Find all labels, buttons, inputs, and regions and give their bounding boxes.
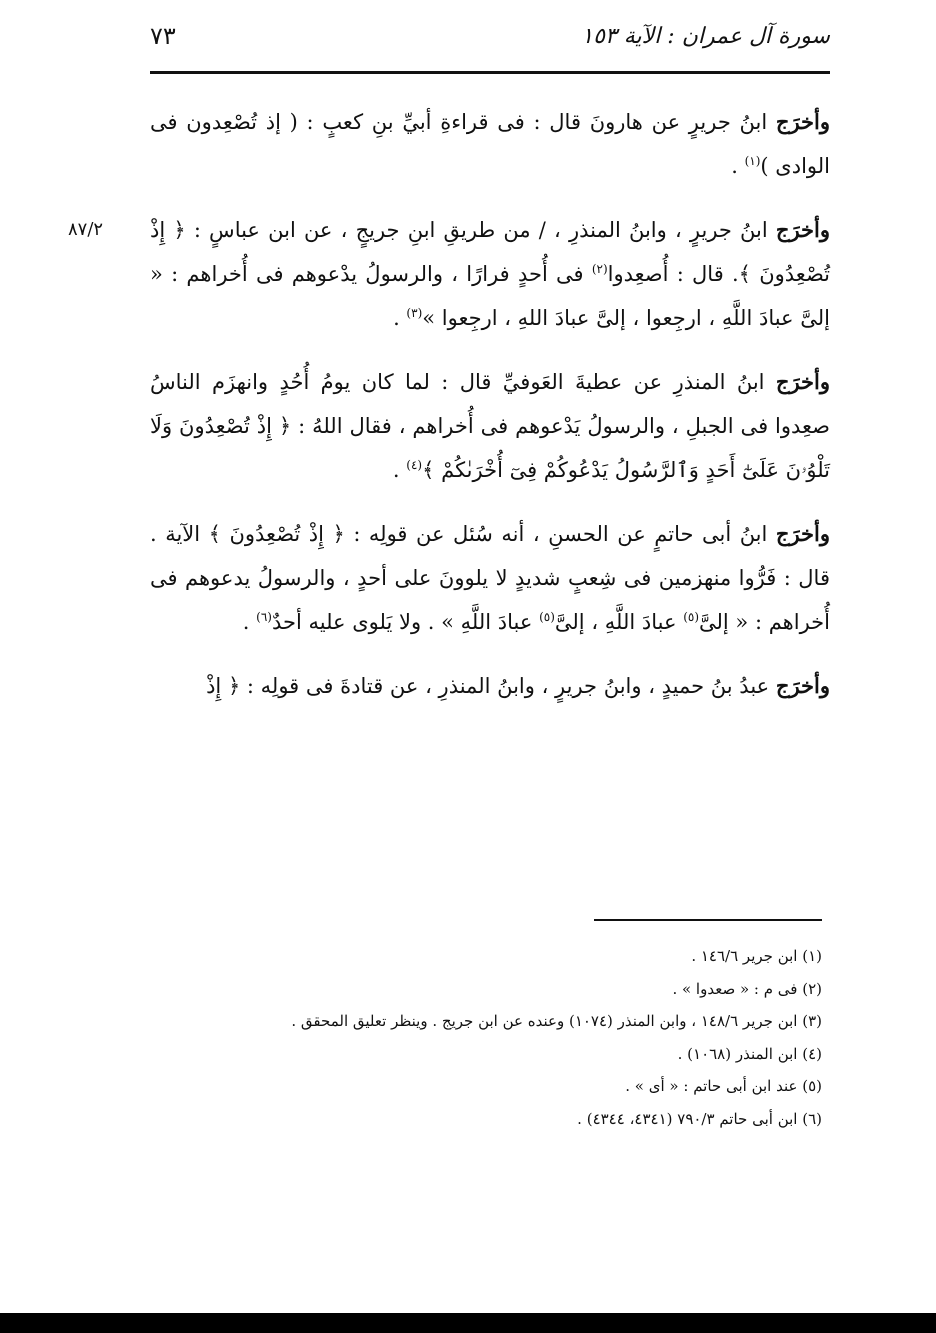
margin-note: ٨٧/٢ [68,219,104,240]
lead-word: وأخرَج [775,521,830,546]
footnote-ref: (٣) [406,306,423,320]
paragraph-text: ابنُ جريرٍ ، وابنُ المنذرِ ، / من طريقِ ابنِ جريجٍ ، عن ابن عباسٍ : ﴿ إِذْ تُصْعِدُونَ ﴾. قال : أُصعِدوا [150,218,830,286]
paragraph-text: ابنُ جريرٍ عن هارونَ قال : فى قراءةِ أبيِّ بنِ كعبٍ : ( إذ تُصْعِدون فى الوادى ) [150,110,830,178]
paragraph-text-2: فى أُحدٍ فرارًا ، والرسولُ يدْعوهم فى أُخراهم : « إلىَّ عبادَ اللَّهِ ، ارجِعوا ، إلىَّ عبادَ اللهِ ، ارجِعوا » [150,262,830,330]
paragraph-end: . [731,154,745,178]
paragraph-4 [150,512,830,644]
header-rule [150,71,830,74]
paragraph-text: ابنُ أبى حاتمٍ عن الحسنِ ، أنه سُئل عن قولِه : ﴿ إِذْ تُصْعِدُونَ ﴾ الآية . قال : فَرُّوا منهزمين فى شِعبٍ شديدٍ لا يلوونَ على أحدٍ ، والرسولُ يدعوهم فى أُخراهم : « إلىَّ [150,522,830,634]
lead-word: وأخرَج [775,109,830,134]
footnote-2: (٢) فى م : « صعدوا » . [672,979,822,998]
footnote-ref: (٢) [591,262,608,276]
lead-word: وأخرَج [775,217,830,242]
lead-word: وأخرَج [775,673,830,698]
footnote-ref: (١) [744,154,761,168]
paragraph-1 [150,100,830,188]
footnote-3: (٣) ابن جرير ١٤٨/٦ ، وابن المنذر (١٠٧٤) وعنده عن ابن جريج . وينظر تعليق المحقق . [291,1012,822,1030]
footnotes [150,940,822,1135]
paragraph-text: ابنُ المنذرِ عن عطيةَ العَوفيِّ قال : لما كان يومُ أُحُدٍ وانهزَم الناسُ صعِدوا فى الجبلِ ، والرسولُ يَدْعوهم فى أُخراهم ، فقال اللهُ : [150,370,830,438]
page-header [150,18,830,64]
footnote-ref: (٤) [406,458,423,472]
footnote-5: (٥) عند ابن أبى حاتم : « أى » . [625,1077,822,1095]
footnote-4: (٤) ابن المنذر (١٠٦٨) . [677,1044,822,1063]
paragraph-text-3: عبادَ اللَّهِ » . ولا يَلوى عليه أحدٌ [271,610,540,634]
paragraph-text-2: عبادَ اللَّهِ ، إلىَّ [554,610,684,634]
paragraph-end: . [392,458,407,482]
paragraph-end: . [242,610,257,634]
paragraph-5 [150,664,830,708]
footnote-ref: (٥) [683,610,700,624]
scan-bottom-edge [0,1313,936,1333]
paragraph-3 [150,360,830,492]
paragraph-end: . [393,306,407,330]
lead-word: وأخرَج [775,369,830,394]
page-number: ٧٣ [150,22,176,50]
paragraph-text: عبدُ بنُ حميدٍ ، وابنُ جريرٍ ، وابنُ المنذرِ ، عن قتادةَ فى قولِه : ﴿ إِذْ [206,674,776,698]
footnote-1: (١) ابن جرير ١٤٦/٦ . [691,947,822,965]
footnote-6: (٦) ابن أبى حاتم ٧٩٠/٣ (٤٣٤١، ٤٣٤٤) . [577,1109,822,1128]
paragraph-2 [68,208,830,340]
footnote-ref: (٦) [256,610,272,624]
quran-verse: ﴿ إِذْ تُصْعِدُونَ وَلَا تَلْوُۥنَ عَلَىٰٓ أَحَدٍ وَٱلرَّسُولُ يَدْعُوكُمْ فِىٓ أُخْرَىٰكُمْ ﴾ [150,414,830,482]
main-text [68,100,830,728]
running-title: سورة آل عمران : الآية ١٥٣ [581,24,830,49]
footnote-ref: (٥) [539,610,555,624]
footnote-rule [594,919,822,921]
